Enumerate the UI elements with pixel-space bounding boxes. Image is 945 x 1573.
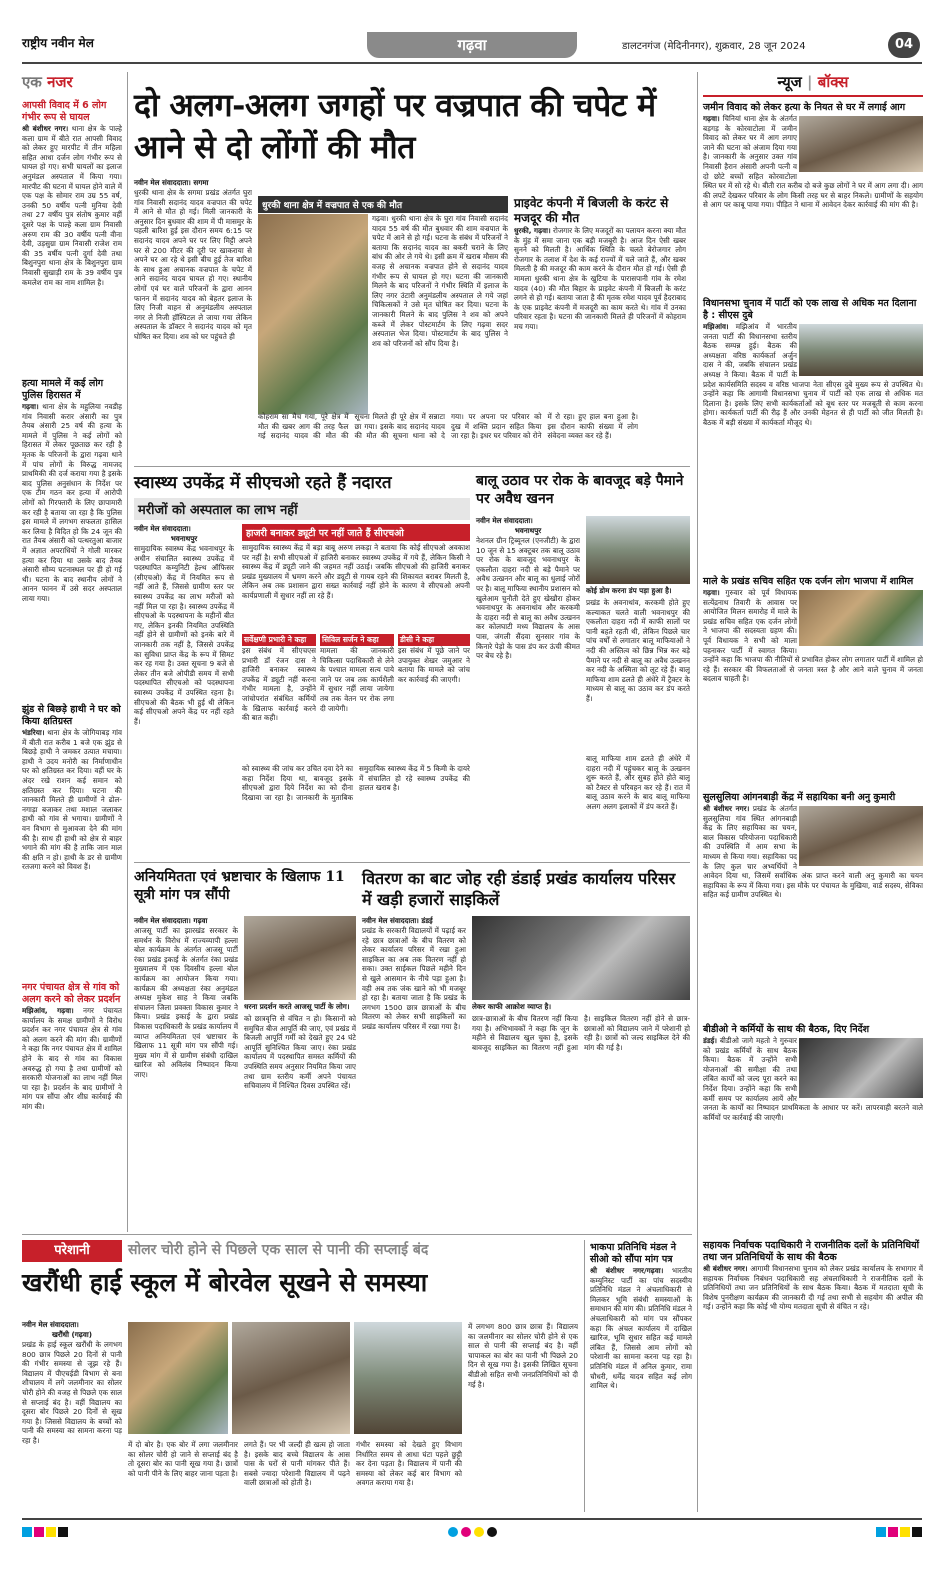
- body: चिनियां थाना क्षेत्र के अंतर्गत बड़गड़ के कोरवाटोला में जमीन विवाद को लेकर घर में आग लगाए जाने की घटना को अंजाम दिया गया है। जानकारी के अनुसार उक्त गांव निवासी हैरान अंसारी अपनी पत्नी व दो छोटे बच्चों सहित कोरवाटोला स्थित घर में सो रहे थे। बीती रात करीब दो बजे कुछ लोगों ने घर में आग लगा दी। आग की लपटें देखकर परिवार के लोग किसी तरह घर से बाहर निकले। ग्रामीणों के सहयोग से आग पर काबू पाया गया। पीड़ित ने थाना में आवेदन देकर कार्रवाई की मांग की है।: [703, 114, 923, 210]
- health-quote1: [242, 634, 316, 746]
- cycles-col1: [362, 916, 466, 1226]
- lead-bottom-rule: [134, 466, 690, 467]
- health-box-title: हाजरी बनाकर ड्यूटी पर नहीं जाते हैं सीएचओ: [242, 524, 470, 541]
- body: बीडीओ जागे महतो ने गुरुवार को प्रखंड कर्मियों के साथ बैठक किया। बैठक में उन्होंने सभी योजनाओं की समीक्षा की तथा लंबित कार्यों को जल्द पूरा करने का निर्देश दिया। उन्होंने कहा कि सभी कर्मी समय पर कार्यालय आयें और जनता के कार्यों का निष्पादन प्राथमिकता के आधार पर करें। लापरवाही बरतने वाले कर्मियों पर कार्रवाई की जाएगी।: [703, 1036, 923, 1122]
- byline: मझिआंव।: [703, 322, 729, 331]
- sand-col1: [476, 516, 580, 850]
- quote2-head: सिविल सर्जन ने कहा: [320, 634, 394, 646]
- quote1-head: सर्वेक्षणी प्रभारी ने कहा: [242, 634, 316, 646]
- sand-body2: प्रखंड के अवनाथांव, करकमी होते हुए कल्याकत चलते वाली भवनाथपुर की एकलौता दाहरा नदी में काफी सालों पर पानी बहते रहती थी, लेकिन पिछले चार पांच वर्षों से लगातार बालू माफियाओं ने नदी की अस्तित्व को छिन्न भिन्न कर बड़े पैमाने पर नदी से बालू का अवैध उत्खनन कर नदी के अस्मिता को लूट रहे हैं। बालू माफिया शाम ढलते ही अंधेरे में ट्रैक्टर के माध्यम से बालू का उठाव कर डंप करते हैं।: [586, 598, 690, 703]
- lead-side-story: [514, 196, 686, 411]
- body: नगर पंचायत कार्यालय के समक्ष ग्रामीणों ने विरोध प्रदर्शन कर नगर पंचायत क्षेत्र से गांव को अलग करने की मांग की। ग्रामीणों ने कहा कि नगर पंचायत क्षेत्र में शामिल होने के बाद से गांव का विकास अवरुद्ध हो गया है तथा ग्रामीणों को सरकारी योजनाओं का लाभ नहीं मिल पा रहा है। प्रदर्शन के बाद ग्रामीणों ने मांग पत्र सौंपा और शीघ्र कार्रवाई की मांग की।: [22, 1006, 122, 1111]
- sand-body1: नेशनल ग्रीन ट्रिब्यूनल (एनजीटी) के द्वारा 10 जून से 15 अक्टूबर तक बालू उठाव पर रोक के बावजूद भवनाथपुर के एकलौता दाहरा नदी से बड़े पैमाने पर अवैध उत्खनन और बालू का धुलाई जोरों पर है। बालू माफिया स्थानीय प्रशासन को खुलेआम चुनौती देते हुए खेखौरा होकर भवनाथपुर के अवनाथांव और करकमी के दाहरा नदी से बालू का अवैध उत्खनन कर कोलघाटी मध्य विद्यालय के आस पास, जंगली सैंदवा सुनसार गांव के किनारे पेड़ो के पास डंप कर ऊंची कीमत पर बेच रहे है।: [476, 536, 580, 661]
- right-story5-headline: बीडीओ ने कर्मियों के साथ की बैठक, दिए निर्देश: [703, 1024, 870, 1035]
- corruption-photo-caption: धरना प्रदर्शन करते आजसू पार्टी के लोग।: [244, 1002, 350, 1011]
- bottom-tag: परेशानी: [22, 1240, 122, 1262]
- bottom-photo-2: [232, 1322, 350, 1434]
- byline: श्री बंशीधर नगर/गढ़वा।: [590, 1266, 664, 1275]
- byline: धुरकी, गढ़वा।: [514, 226, 551, 235]
- byline: गढ़वा।: [703, 114, 720, 123]
- corruption-headline: अनियमितता एवं भ्रष्टाचार के खिलाफ 11 सूत्री मांग पत्र सौंपी: [134, 869, 345, 903]
- health-subheadline: मरीजों को अस्पताल का लाभ नहीं: [134, 498, 470, 520]
- right-story2: [703, 322, 923, 572]
- bottom-body3: लगते हैं। पर भी जल्दी ही खत्म हो जाता है। इसके बाद बच्चे विद्यालय के आस पास के घरों से पानी मांगकर पीते हैं। सबसे ज्यादा परेशानी विद्यालय में पढ़ने वाली छात्राओं को होती है।: [244, 1440, 350, 1488]
- sand-headline: बालू उठाव पर रोक के बावजूद बड़े पैमाने पर अवैध खनन: [476, 473, 684, 507]
- masthead: [22, 32, 922, 60]
- lead-photo-side-text: गढ़वा। धुरकी थाना क्षेत्र के घुरा गांव निवासी सदानंद यादव 55 वर्ष की मौत बुधवार की शाम वज्रपात के चपेट में आने से हो गई। घटना के संबंध में परिजनों ने बताया कि सदानंद यादव का बकरी चराने के लिए बांध की ओर ले गये थे। इसी क्रम में खराब मौसम की वजह से अचानक वज्रपात होने से सदानंद यादव गंभीर रूप से घायल हो गए। घटना की जानकारी मिलने के बाद परिजनों ने गंभीर स्थिति में इलाज के लिए नगर उंटारी अनुमंडलीय अस्पताल ले गये जहां चिकित्सकों ने उसे मृत घोषित कर दिया। घटना के जानकारी मिलने के बाद पुलिस ने शव को अपने कब्जे में लेकर पोस्टमार्टम के लिए गढ़वा सदर अस्पताल भेज दिया। पोस्टमार्टम के बाद पुलिस ने शव को परिजनों को सौंप दिया है।: [372, 214, 508, 348]
- lead-side-headline: प्राइवेट कंपनी में बिजली के करंट से मजदूर की मौत: [514, 196, 669, 225]
- body: थाना क्षेत्र के महुलिया नवडीह गांव निवासी करार अंसारी का पुत्र तैयब अंसारी 25 वर्ष की हत्या के मामले में पुलिस ने कई लोगों को हिरासत में लेकर पूछताछ कर रही है मृतक के परिजनों के द्वारा गढ़वा थाने में पांच लोगों के विरुद्ध नामजद प्राथमिकी की दर्ज कराया गया है इसके बाद पुलिस अनुसंधान के निर्देश पर एक टीम गठन कर हत्या में आरोपी लोगों को गिरफ्तारी के लिए छापामारी कर रही है बताया जा रहा है कि पुलिस इस मामले में लगभग सफलता हासिल कर लिया है विदित हो कि 24 जून की रात तैयब अंसारी को पत्थरतुआ बाजार में अज्ञात अपराधियों ने गोली मारकर हत्या कर दिया था उसके बाद तैयब अंसारी सौम्य घटनास्थल पर ही हो गई थी। घटना के बाद स्थानीय लोगों ने आनन फानन में उसे सदर अस्पताल लाया गया।: [22, 402, 122, 603]
- bottom-byline: नवीन मेल संवाददाता।: [22, 1320, 79, 1329]
- news-box-header: [703, 72, 923, 97]
- byline: श्री बंशीधर नगर।: [703, 1264, 748, 1273]
- footer-color-registration: [22, 1526, 922, 1538]
- right-story6-body: [703, 1264, 923, 1384]
- bottom-side-headline: भाकपा प्रतिनिधि मंडल ने सीओ को सौंपा मांग पत्र: [590, 1242, 677, 1265]
- bottom-top-rule: [22, 1234, 692, 1235]
- body: रोजगार के लिए मजदूरों का पलायन करना क्या मौत के मुंह में समा जाना एक बड़ी मजबूरी है। आज दिन ऐसी खबर सुनने को मिलती है। आर्थिक स्थिति के चलते बेरोजगार लोग रोजगार के तलाश में देश के कई राज्यों में चले जाते हैं, और खबर मिलती है की मजदूर की काम करने के दौरान मौत हो गई। ऐसी ही मामला धुरकी थाना क्षेत्र के खुटिया के पारासपानी गांव के रमेश यादव (40) की मौत बिहार के प्राइवेट कंपनी में बिजली के करंट लगने से हो गई। बताया जाता है की मृतक रमेश यादव पूर्व हैदराबाद के एक प्राइवेट कंपनी में मजदूरी का काम करते थे। गांव में उनका परिवार रहता है। घटना की जानकारी मिलते ही परिजनों में कोहराम मच गया।: [514, 226, 686, 331]
- sand-place: भवनाथपुर: [514, 526, 542, 535]
- health-quote2: [320, 634, 394, 746]
- lead-body-under: कोहराम सा मैच गया, पूरे क्षेत्र में मौत की खबर आग की तरह फैल गई सदानंद यादव की मौत की सूचना मिलते ही पूरे क्षेत्र में सन्नाटा छा गया। इसके बाद सदानंद यादव की मौत की सूचना थाना को दे गया। पर अपना पर परिवार को दुख में शक्ति प्रदान सहित किया जा रहा है। इधर घर परिवार को रोने में रो रहा। हुए हाल बना हुआ है। इस दौरान काफी संख्या में लोग संवेदना व्यक्त कर रहे हैं।: [258, 412, 638, 441]
- mid-rule: [134, 862, 690, 863]
- byline: गढ़वा।: [703, 588, 720, 597]
- right-story1-headline: जमीन विवाद को लेकर हत्या के नियत से घर में लगाई आग: [703, 102, 906, 113]
- color-strip-center: [448, 1527, 497, 1537]
- right-story4-headline: सुलसुलिया आंगनबाड़ी केंद्र में सहायिका बनी अनु कुमारी: [703, 792, 896, 803]
- cycles-photo-caption: लेकर काफी आक्रोश व्याप्त है।: [472, 1002, 552, 1011]
- lead-col1: [134, 178, 252, 464]
- header-b: नजर: [47, 73, 73, 91]
- corruption-story: [134, 868, 356, 1228]
- bottom-col1: [22, 1320, 122, 1524]
- bottom-body4: गंभीर समस्या को देखते हुए विभाग निर्धारित समय से आधा घंटा पहले छुट्टी कर देना पड़ता है। विद्यालय में पानी की समस्या को लेकर कई बार विभाग को अवगत कराया गया है।: [356, 1440, 462, 1488]
- right-story3-photo: [799, 590, 923, 646]
- footer-rule: [22, 1518, 922, 1520]
- bottom-photo-3: [354, 1322, 462, 1434]
- health-headline: स्वास्थ्य उपकेंद्र में सीएचओ रहते हैं नदारत: [134, 473, 392, 493]
- byline: भंडरिया।: [22, 728, 45, 737]
- body: प्रखंड के अंतर्गत सुलसुलिया गांव स्थित आंगनबाड़ी केंद्र के लिए सहायिका का चयन, बाल विकास परियोजना पदाधिकारी की उपस्थिति में आम सभा के माध्यम से किया गया। सहायिका पद के लिए कुल चार अभ्यर्थियों ने आवेदन दिया था, जिसमें सर्वाधिक अंक प्राप्त करने वाली अनु कुमारी का चयन सहायिका के रूप में किया गया। इस मौके पर पंचायत के मुखिया, वार्ड सदस्य, सेविका सहित कई ग्रामीण उपस्थित थे।: [703, 804, 923, 900]
- header-divider: |: [807, 73, 813, 91]
- health-col1: [134, 524, 234, 852]
- bottom-headline: खरौंधी हाई स्कूल में बोरवेल सूखने से समस्या: [22, 1268, 428, 1297]
- bottom-place: खरौंधी (गढ़वा): [52, 1330, 92, 1339]
- byline: श्री बंशीधर नगर।: [703, 804, 750, 813]
- health-story: [134, 472, 470, 862]
- header-a: एक: [22, 73, 42, 91]
- right-story1-photo: [799, 116, 923, 172]
- left-story4-headline: नगर पंचायत क्षेत्र से गांव को अलग करने को लेकर प्रदर्शन: [22, 982, 121, 1005]
- byline: श्री बंशीधर नगर।: [22, 124, 69, 133]
- bottom-body2: में दो बोर है। एक बोर में लगा जलमीनार का सोलर चोरी हो जाने से सप्लाई बंद है तो दूसरा बोर का पानी सूख गया है। छात्रों को पानी पीने के लिए बाहर जाना पड़ता है।: [128, 1440, 238, 1478]
- header-b: बॉक्स: [817, 73, 849, 91]
- bottom-side-story: [590, 1242, 692, 1512]
- right-divider: [697, 72, 698, 1512]
- bottom-side-body: [590, 1266, 692, 1488]
- body: भारतीय कम्युनिस्ट पार्टी का पांच सदस्यीय प्रतिनिधि मंडल ने अंचलाधिकारी से मिलकर भूमि संबंधी समस्याओं के समाधान की मांग की। प्रतिनिधि मंडल ने अंचलाधिकारी को मांग पत्र सौंपकर कहा कि अंचल कार्यालय में दाखिल खारिज, भूमि सुधार सहित कई मामले लंबित हैं, जिससे आम लोगों को परेशानी का सामना करना पड़ रहा है। प्रतिनिधि मंडल में अनिल कुमार, रामा चौधरी, धर्मेंद्र यादव सहित कई लोग शामिल थे।: [590, 1266, 692, 1391]
- right-story6-headline: सहायक निर्वाचक पदाधिकारी ने राजनीतिक दलों के प्रतिनिधियों तथा जन प्रतिनिधियों के साथ की बैठक: [703, 1240, 920, 1263]
- lead-body1: धुरकी थाना क्षेत्र के सगमा प्रखंड अंतर्गत घुरा गांव निवासी सदानंद यादव वज्रपात की चपेट में आने से मौत हो गई। मिली जानकारी के अनुसार दिन बुधवार की शाम में पी मासमुर के पहली बारिश हुई इस दौरान समय 6:15 पर सदानंद यादव अपने घर पर लिए मिट्टी अपने घर से 200 मीटर की दूरी पर खाकराया से अपने घर आ रहे थे इसी बीच हुई तेज बारिश के साथ हुआ अचानक वज्रपात के चपेट में आने सदानंद यादव घायल हो गए। स्थानीय लोगों एवं घर वाले परिजनों के द्वारा आनन फानन में सदानंद यादव को बेहतर इलाज के लिए निजी वाहन से अनुमंडलीय अस्पताल नगर ले निजी हॉस्पिटल ले जाया गया लेकिन अस्पताल के डॉक्टर ने सदानंद यादव को मृत घोषित कर दिया। शव को घर पहुंचते ही: [134, 188, 252, 341]
- masthead-rule: [22, 62, 922, 64]
- body: थाना क्षेत्र के जोगियाबड़ गांव में बीती रात करीब 1 बजे एक झुंड से बिछड़े हाथी ने जमकर उत्पात मचाया। हाथी ने उदय मनोरी का निर्माणाधीन घर को क्षतिग्रस्त कर दिया। वहीं घर के अंदर रखे राशन कई समान को क्षतिग्रस्त कर दिया। घटना की जानकारी मिलते ही ग्रामीणों ने ढोल-नगाड़ा बजाकर तथा मशाल जलाकर हाथी को गांव से भगाया। ग्रामीणों ने वन विभाग से मुआवजा देने की मांग की है। साथ ही हाथी को क्षेत्र से बाहर भगाने की मांग की है ताकि जान माल की क्षति न हो। हाथी के डर से ग्रामीण रतजगा करने को विवश हैं।: [22, 728, 122, 872]
- byline: गढ़वा।: [22, 402, 39, 411]
- right-story2-headline: विधानसभा चुनाव में पार्टी को एक लाख से अधिक मत दिलाना है : सीएस दुबे: [703, 298, 917, 321]
- right-column: [703, 72, 923, 1512]
- health-body: सामुदायिक स्वास्थ्य केंद्र भवनाथपुर के अधीन संचालित स्वास्थ्य उपकेंद्र में पदस्थापित कम्युनिटी हेल्थ ऑफिसर (सीएचओ) केंद्र में नियमित रूप से नहीं आते हैं, जिससे ग्रामीण स्तर पर स्वास्थ्य उपकेंद्र का लाभ मरीजों को नहीं मिल पा रहा है। स्वास्थ्य उपकेंद्र में सीएचओ के पदस्थापना के महीनों बीत गए, लेकिन इनकी नियमित उपस्थिति नहीं होने से ग्रामीणों को इनके बारे में जानकारी तक नहीं है, जिससे उपकेंद्र का सुविधा प्राप्त केंद्र के रूप में सिमट कर रह गया है। उक्त सूचना 9 बजे से लेकर तीन बजे ओपीडी समय में सभी पदस्थापित सीएचओ को पदस्थापना स्वास्थ्य उपकेंद्र में उपस्थित रहना है। सीएचओ की बैठक भी हुई थी लेकिन कई सीएचओ अपने केंद्र पर नहीं रहते हैं।: [134, 544, 234, 726]
- page-number: 04: [888, 32, 920, 58]
- quote3-head: डीसी ने कहा: [398, 634, 470, 646]
- right-story4-photo: [799, 806, 923, 866]
- body: गुरुवार को पूर्व विधायक सत्येंद्रनाथ तिवारी के आवास पर आयोजित मिलन समारोह में माले के प्रखंड सचिव सहित एक दर्जन लोगों ने भाजपा की सदस्यता ग्रहण की। पूर्व विधायक ने सभी को माला पहनाकर पार्टी में स्वागत किया। उन्होंने कहा कि भाजपा की नीतियों से प्रभावित होकर लोग लगातार पार्टी में शामिल हो रहे हैं। सरकार की विफलताओं से जनता त्रस्त है और आने वाले चुनाव में जनता बदलाव चाहती है।: [703, 588, 923, 684]
- header-a: न्यूज: [777, 73, 802, 91]
- right-story5-photo: [799, 1038, 923, 1098]
- right-story4: [703, 804, 923, 1020]
- cycles-headline: वितरण का बाट जोह रही डंडाई प्रखंड कार्यालय परिसर में खड़ी हजारों साइकिलें: [362, 869, 676, 909]
- cycles-body1: प्रखंड के सरकारी विद्यालयों में पढ़ाई कर रहे छात्र छात्राओं के बीच वितरण को लेकर कार्यालय परिसर में रखा हुआ साइकिल का अब तक वितरण नहीं हो सका। उक्त साईकल पिछले महीने दिन से खुले आसमान के नीचे पड़ा हुआ है। वही अब तक जंक खाने को भी मजबूर हो रहा है। बताया जाता है कि प्रखंड के लगभग 1500 छात्र छात्राओं के बीच वितरण को लेकर सभी साइकिलों का प्रखंड कार्यालय परिसर में रखा गया है।: [362, 926, 466, 1031]
- paper-logo: राष्ट्रीय नवीन मेल: [22, 36, 94, 50]
- lead-byline: नवीन मेल संवाददाता। सगमा: [134, 178, 209, 187]
- bottom-body1: प्रखंड के हाई स्कूल खरौंधी के लगभग 800 छात्र पिछले 20 दिनों से पानी की गंभीर समस्या से जूझ रहे हैं। विद्यालय में पीएचईडी विभाग से बना शौचालय में लगे जलमीनार का सोलर चोरी होने की वजह से पिछले एक साल से सप्लाई बंद है। वहीं विद्यालय का दूसरा बोर पिछले 20 दिनों से सूख गया है। जिससे विद्यालय के बच्चों को पानी की समस्या का सामना करना पड़ रहा है।: [22, 1340, 122, 1445]
- health-box: [242, 524, 470, 752]
- section-tab: गढ़वा: [367, 32, 577, 58]
- cycles-photo: [472, 916, 690, 1000]
- byline: डंडई।: [703, 1036, 717, 1045]
- left-divider: [127, 72, 128, 1232]
- left-column: [22, 72, 122, 1242]
- body: मझिआंव में भारतीय जनता पार्टी की विधानसभा स्तरीय बैठक सम्पन्न हुई। बैठक की अध्यक्षता वरिष्ठ कार्यकर्ता अर्जुन दास ने की, जबकि संचालन प्रखंड अध्यक्ष ने किया। बैठक में पार्टी के प्रदेश कार्यसमिति सदस्य व वरिष्ठ भाजपा नेता सीएस दुबे मुख्य रूप से उपस्थित थे। उन्होंने कहा कि आगामी विधानसभा चुनाव में पार्टी को एक लाख से अधिक मत दिलाना है। इसके लिए सभी कार्यकर्ताओं को बूथ स्तर पर मजबूती से काम करना होगा। कार्यकर्ता पार्टी की रीढ़ हैं और उनकी मेहनत से ही पार्टी को जीत मिलती है। बैठक में बड़ी संख्या में कार्यकर्ता मौजूद थे।: [703, 322, 923, 427]
- health-place: भवनाथपुर: [170, 534, 198, 543]
- corruption-col1: [134, 916, 238, 1226]
- color-strip-left: [22, 1527, 68, 1537]
- health-box-body: सामुदायिक स्वास्थ्य केंद्र में बड़ा बाबू अरुण लकड़ा ने बताया कि कोई सीएचओ अवकाश पर नहीं है। सभी सीएचओ में हाजिरी बनाकर स्वास्थ्य उपकेंद्र में गये हैं, लेकिन किसी ने स्वास्थ्य केंद्र में ड्यूटी जाने की जहमत नहीं उठाई। जबकि सीएचओ की हाजिरी बनाकर प्रखंड मुख्यालय में भ्रमण करने और ड्यूटी से गायब रहने की शिकायत बराबर मिलती है, लेकिन अब तक प्रशासन द्वारा सख्त कार्रवाई नहीं होने के कारण वे सीएचओ अपनी कार्यप्रणाली में सुधार नहीं ला रहे हैं।: [242, 543, 470, 600]
- sand-photo-caption: कोई डोम करना डंप पड़ा हुआ है।: [586, 586, 672, 595]
- left-story2-headline: हत्या मामले में कई लोग पुलिस हिरासत में: [22, 378, 104, 401]
- cycles-story: [362, 868, 690, 1228]
- health-byline: नवीन मेल संवाददाता।: [134, 524, 191, 533]
- byline: मझिआंव, गढ़वा।: [22, 1006, 74, 1015]
- sand-photo: [586, 516, 690, 584]
- left-story3-headline: झुंड से बिछड़े हाथी ने घर को किया क्षतिग्रस्त: [22, 704, 121, 727]
- corruption-photo: [244, 916, 356, 1000]
- sand-body3: बालू माफिया शाम ढलते ही अंधेरे में दाहरा नदी में पहुंचकर बालू के उत्खनन शुरू करते हैं, और सुबह होते होते बालू को टैक्टर से परिवहन कर रहे हैं। रात में बालू उठाव करने के बाद बालू माफिया अलग अलग इलाकों में डंप करते हैं।: [586, 754, 690, 811]
- health-tail: को स्वास्थ्य की जांच कर उचित दवा देने का कहा निर्देश दिया था, बावजूद इसके सीएचओ द्वारा दिये निर्देश का को दीना दिखावा जा रहा है। जानकारी के मुताबिक समुदायिक स्वास्थ्य केंद्र में 5 किमी के दायरे में संचालित हो रहे स्वास्थ्य उपकेंद्र की हालत खराब है।: [242, 764, 470, 802]
- bottom-photo-1: [128, 1322, 228, 1434]
- health-quote3: [398, 634, 470, 746]
- left-story1-headline: आपसी विवाद में 6 लोग गंभीर रूप से घायल: [22, 100, 107, 123]
- body: आगामी विधानसभा चुनाव को लेकर प्रखंड कार्यालय के सभागार में सहायक निर्वाचक निबंधन पदाधिकारी सह अंचलाधिकारी ने राजनीतिक दलों के प्रतिनिधियों तथा जन प्रतिनिधियों के साथ बैठक किया। बैठक में मतदाता सूची के विशेष पुनरीक्षण कार्यक्रम की जानकारी दी गई तथा सभी से सहयोग की अपील की गई। उन्होंने कहा कि कोई भी योग्य मतदाता सूची से वंचित न रहे।: [703, 1264, 923, 1312]
- dateline: डालटनगंज (मेदिनीनगर), शुक्रवार, 28 जून 2024: [622, 41, 806, 52]
- corruption-byline: नवीन मेल संवाददाता। गढ़वा: [134, 916, 208, 925]
- left-story1-body: [22, 124, 122, 372]
- sand-byline: नवीन मेल संवाददाता।: [476, 516, 533, 525]
- bottom-kicker: सोलर चोरी होने से पिछले एक साल से पानी की सप्लाई बंद: [128, 1242, 429, 1258]
- left-story3-body: [22, 728, 122, 976]
- right-story1: [703, 114, 923, 294]
- sand-story: [476, 472, 690, 862]
- right-story3: [703, 588, 923, 788]
- lead-side-body: [514, 226, 686, 408]
- lead-photo: [258, 214, 368, 414]
- cycles-byline: नवीन मेल संवाददाता। डंडई: [362, 916, 433, 925]
- quote3-body: इस संबंध में पूछे जाने पर उपायुक्त शेखर जमुआर ने बताया कि मामले को जांच कर कार्रवाई की जाएगी।: [398, 646, 470, 684]
- body: थाना क्षेत्र के पाल्हे कला ग्राम में बीते रात आपसी विवाद को लेकर हुए मारपीट में तीन महिला सहित आधा दर्जन लोग गंभीर रूप से घायल हो गए। सभी घायलों का इलाज अनुमंडल अस्पताल में किया गया। मारपीट की घटना में घायल होने वाले में एक पक्ष के सोमार राम उम्र 55 वर्ष, उनकी 50 वर्षीय पत्नी मुनिया देवी तथा 27 वर्षीय पुत्र संतोष कुमार वहीं दूसरे पक्ष के पाल्हे कला ग्राम निवासी अरुण राम की 30 वर्षीय पत्नी वीना देवी, उड़सुग्रा ग्राम निवासी राजेश राम की 35 वर्षीय पत्नी दुर्गा देवी तथा बिशुनपुरा थाना क्षेत्र के बिशुनपुरा ग्राम निवासी सुखाड़ी राम के 39 वर्षीय पुत्र कमलेश राम का नाम शामिल है।: [22, 124, 122, 287]
- lead-headline: दो अलग-अलग जगहों पर वज्रपात की चपेट में आने से दो लोंगों की मौत: [134, 86, 656, 166]
- right-story3-headline: माले के प्रखंड सचिव सहित एक दर्जन लोग भाजपा में शामिल: [703, 576, 914, 587]
- right-story5: [703, 1036, 923, 1236]
- corruption-body1: आजसू पार्टी का झारखंड सरकार के समर्थन के विरोध में राज्यव्यापी हल्ला बोल कार्यक्रम के अंतर्गत आजसू पार्टी रंका प्रखंड इकाई के अंतर्गत रंका प्रखंड मुख्यालय में एक दिवसीय हल्ला बोल कार्यक्रम का आयोजन किया गया। कार्यक्रम की अध्यक्षता रंका अनुमंडल अध्यक्ष मुकेश साह ने किया जबकि संचालन जिला प्रवक्ता विकास कुमार ने किया। प्रखंड इकाई के द्वारा प्रखंड विकास पदाधिकारी के प्रखंड कार्यालय में व्याप्त अनियमितता एवं भ्रष्टाचार के खिलाफ 11 सूत्री मांग पत्र सौंपी गई। मुख्य मांग में से ग्रामीण संबंधी दाखिल खारिज को अविलंब निष्पादन किया जाए।: [134, 926, 238, 1079]
- bottom-side-divider: [584, 1240, 585, 1512]
- color-strip-right: [876, 1527, 922, 1537]
- quote2-body: मामला की जानकारी चिकित्सा पदाधिकारी से लेने के पश्चात मामला सत्य पाये जाने पर जब तक कार्यशैली में सुधार नहीं लाया जायेगा तब तक वेतन पर रोक लगा दी जायेगी।: [320, 646, 394, 713]
- left-story4-body: [22, 1006, 122, 1182]
- quote1-body: इस संबंध में सीएचएस प्रभारी डॉ रंजन दास ने हाजिरी बनाकर स्वास्थ्य उपकेंद्र में ड्यूटी नहीं करना गंभीर मामला है, उन्होंने जांचोपरांत संबंधित कर्मियों के खिलाफ कार्रवाई करने की बात कही।: [242, 646, 316, 723]
- ek-nazar-header: [22, 72, 122, 92]
- cycles-body2: छात्र-छात्राओं के बीच वितरण नहीं किया गया है। अभिभावकों ने कहा कि जून के महीने से विद्यालय खुल चुका है, इसके बावजूद साइकिल का वितरण नहीं हुआ है। साइकिल वितरण नहीं होने से छात्र-छात्राओं को विद्यालय जाने में परेशानी हो रही है। छात्रों को जल्द साइकिल देने की मांग की गई है।: [472, 1014, 690, 1052]
- right-story2-photo: [799, 324, 923, 376]
- lead-photo-caption: धुरकी थाना क्षेत्र में वज्रपात से एक की मौत: [258, 196, 508, 213]
- corruption-body2: को छात्रवृत्ति से वंचित न हो। किसानों को समुचित बीज आपूर्ति की जाए, एवं प्रखंड में बिजली आपूर्ति गर्मी को देखते हुए 24 घंटे आपूर्ति सुनिश्चित किया जाए। रंका प्रखंड कार्यालय में पदस्थापित समस्त कर्मियों की उपस्थिति समय अनुसार नियमित किया जाए तथा ग्राम स्तरीय कर्मी अपने पंचायत सचिवालय में निश्चित दिवस उपस्थित रहें।: [244, 1014, 356, 1091]
- bottom-body5: में लगभग 800 छात्र छात्रा हैं। विद्यालय का जलमीनार का सोलर चोरी होने से एक साल से पानी की सप्लाई बंद है। वहीं चापाकल का बोर का पानी भी पिछले 20 दिन से सूख गया है। इसकी लिखित सूचना बीडीओ सहित सभी जनप्रतिनिधियों को दी गई है।: [468, 1322, 578, 1389]
- left-story2-body: [22, 402, 122, 698]
